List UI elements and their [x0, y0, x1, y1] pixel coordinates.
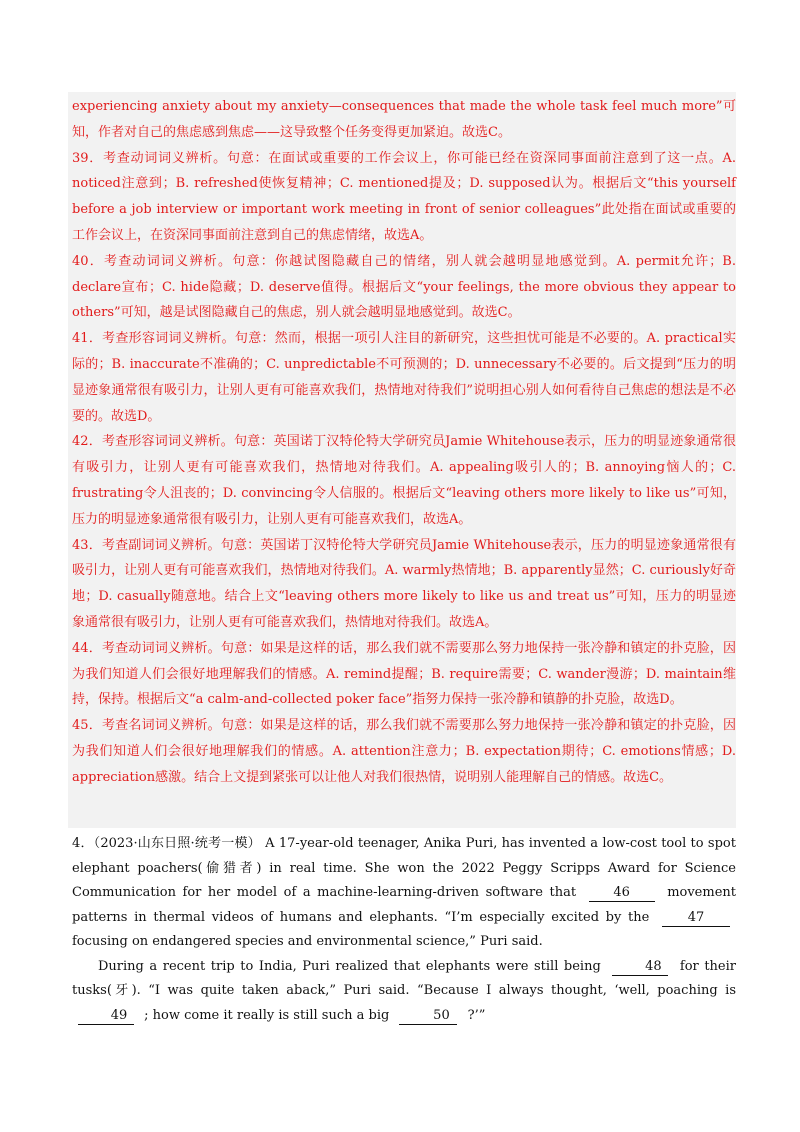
question-number: 4．: [72, 836, 94, 851]
answer-43: 43．考查副词词义辨析。句意：英国诺丁汉特伦特大学研究员Jamie Whitehouse表示，压力的明显迹象通常很有吸引力，让别人更有可能喜欢我们，热情地对待我们。A. warmly热情地；B. apparently显然；C. curiously好奇地；D. casually随意地。结合上文“leaving others more likely to like us and treat us”可知，压力的明显迹象通常很有吸引力，让别人更有可能喜欢我们，热情地对待我们。故选A。: [72, 537, 736, 630]
passage-text: focusing on endangered species and environmental science,” Puri said.: [72, 934, 543, 949]
blank-50[interactable]: 50: [399, 1008, 457, 1025]
passage-text: During a recent trip to India, Puri realized that elephants were still being: [98, 958, 601, 974]
blank-46[interactable]: 46: [589, 885, 655, 902]
answer-45: 45．考查名词词义辨析。句意：如果是这样的话，那么我们就不需要那么努力地保持一张冷静和镇定的扑克脸，因为我们知道人们会很好地理解我们的情感。A. attention注意力；B. expectation期待；C. emotions情感；D. appreciation感激。结合上文提到紧张可以让他人对我们很热情，说明别人能理解自己的情感。故选C。: [72, 718, 736, 785]
answer-44: 44．考查动词词义辨析。句意：如果是这样的话，那么我们就不需要那么努力地保持一张冷静和镇定的扑克脸，因为我们知道人们会很好地理解我们的情感。A. remind提醒；B. require需要；C. wander漫游；D. maintain维持，保持。根据后文“a calm-and-collected poker face”指努力保持一张冷静和镇静的扑克脸，故选D。: [72, 640, 736, 708]
answer-explanations: [72, 94, 736, 791]
question-4: [72, 832, 736, 1028]
blank-47[interactable]: 47: [662, 910, 730, 927]
question-source: （2023·山东日照·统考一模）: [93, 836, 261, 851]
blank-48[interactable]: 48: [612, 959, 668, 976]
passage-text: A 17-year-old teenager, Anika Puri, has invented a low-cost tool to spot elephant poachers(偷猎者) in real time. She won the 2022 Peggy Scripps Award for Science Communication for her model of a machine-learning-driven software that: [72, 836, 736, 900]
passage-text: movement patterns in thermal videos of humans and elephants. “I’m especially excited by the: [72, 885, 736, 925]
answer-41: 41．考查形容词词义辨析。句意：然而，根据一项引人注目的新研究，这些担忧可能是不必要的。A. practical实际的；B. inaccurate不准确的；C. unpredictable不可预测的；D. unnecessary不必要的。后文提到“压力的明显迹象通常很有吸引力，让别人更有可能喜欢我们，热情地对待我们”说明担心别人如何看待自己焦虑的想法是不必要的。故选D。: [72, 331, 736, 424]
answer-intro: experiencing anxiety about my anxiety—consequences that made the whole task feel much more”可知，作者对自己的焦虑感到焦虑——这导致整个任务变得更加紧迫。故选C。: [72, 99, 736, 140]
passage-text: for their tusks(牙). “I was quite taken aback,” Puri said. “Because I always thought, ‘well, poaching is: [72, 958, 736, 998]
answer-39: 39．考查动词词义辨析。句意：在面试或重要的工作会议上，你可能已经在资深同事面前注意到了这一点。A. noticed注意到；B. refreshed使恢复精神；C. mentioned提及；D. supposed认为。根据后文“this yourself before a job interview or important work meeting in front of senior colleagues”此处指在面试或重要的工作会议上，在资深同事面前注意到自己的焦虑情绪，故选A。: [72, 150, 736, 243]
blank-49[interactable]: 49: [78, 1008, 134, 1025]
passage-text: ?’”: [467, 1007, 486, 1023]
passage-text: ; how come it really is still such a big: [144, 1007, 390, 1023]
question-paragraph-2: [72, 955, 736, 1029]
question-paragraph-1: [72, 832, 736, 955]
answer-40: 40．考查动词词义辨析。句意：你越试图隐藏自己的情绪，别人就会越明显地感觉到。A. permit允许；B. declare宣布；C. hide隐藏；D. deserve值得。根据后文“your feelings, the more obvious they appear to others”可知，越是试图隐藏自己的焦虑，别人就会越明显地感觉到。故选C。: [72, 253, 736, 321]
answer-42: 42．考查形容词词义辨析。句意：英国诺丁汉特伦特大学研究员Jamie Whitehouse表示，压力的明显迹象通常很有吸引力，让别人更有可能喜欢我们，热情地对待我们。A. appealing吸引人的；B. annoying恼人的；C. frustrating令人沮丧的；D. convincing令人信服的。根据后文“leaving others more likely to like us”可知，压力的明显迹象通常很有吸引力，让别人更有可能喜欢我们，故选A。: [72, 434, 736, 527]
